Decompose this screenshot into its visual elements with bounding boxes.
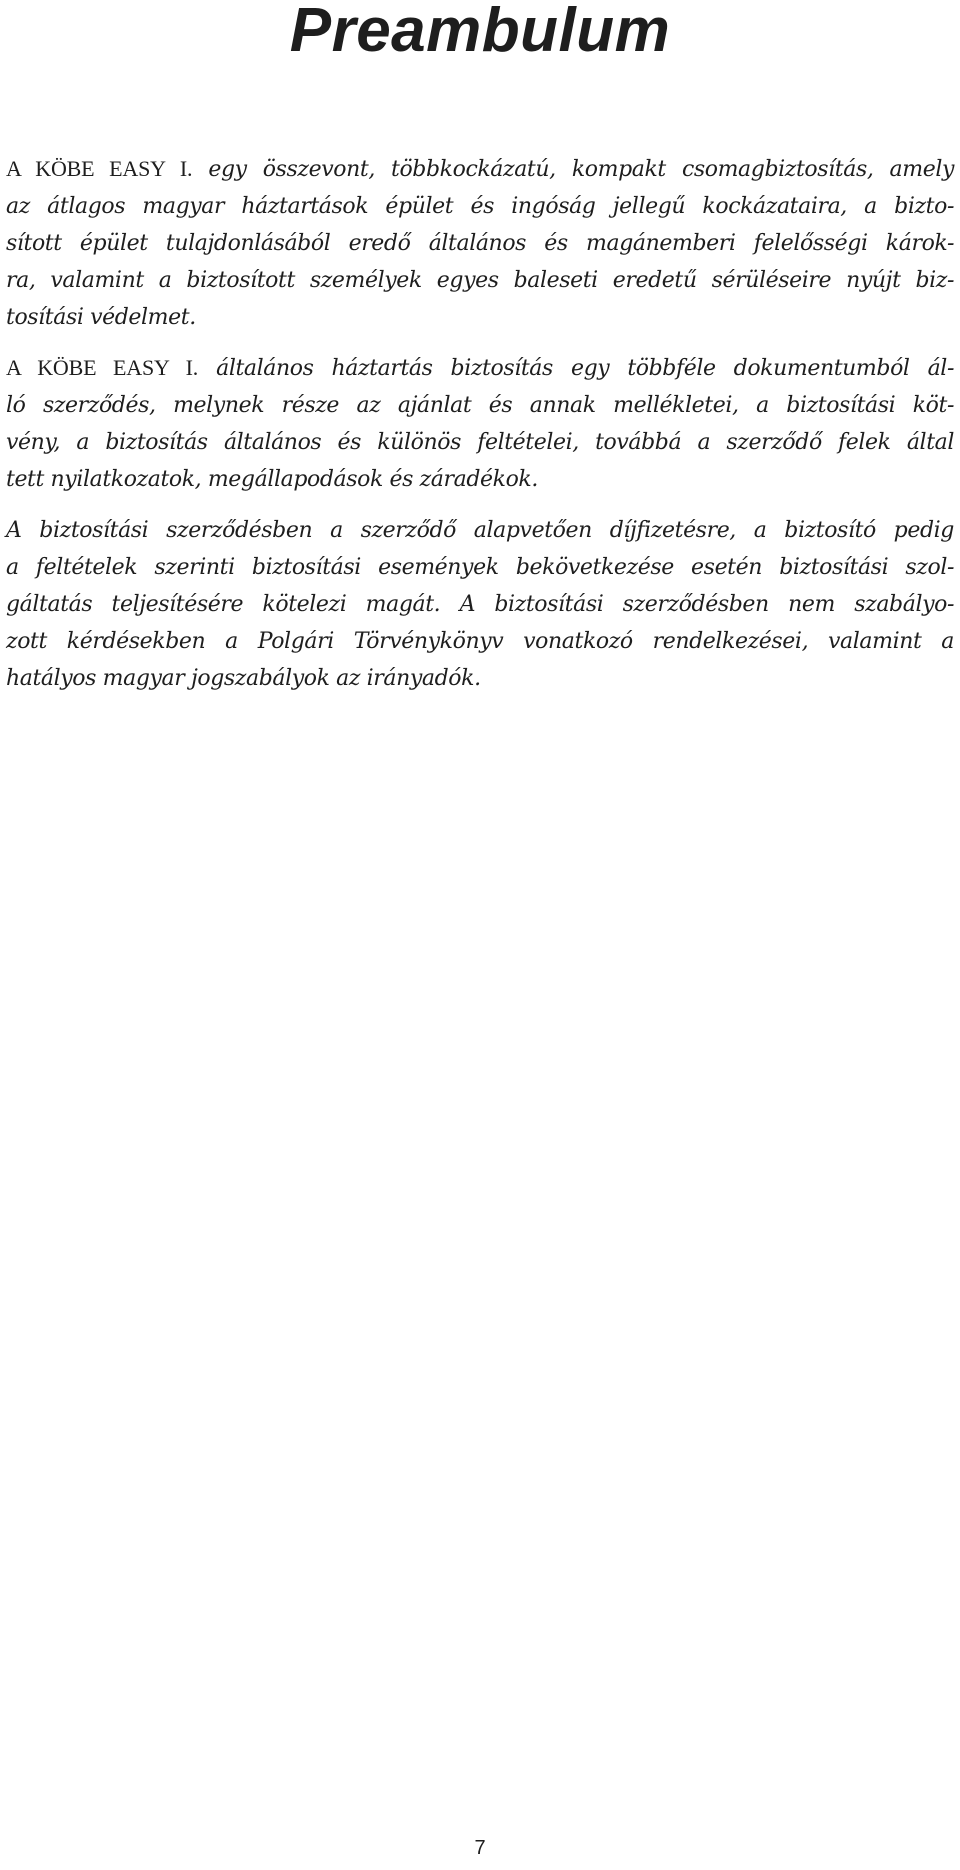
intro-paragraph	[6, 150, 954, 336]
paragraph-line: vény, a biztosítás általános és különös feltételei, továbbá a szerződő felek által	[6, 430, 954, 455]
line-text: általános háztartás biztosítás egy többféle dokumentumból ál-	[198, 356, 954, 381]
paragraph-line: ló szerződés, melynek része az ajánlat és annak mellékletei, a biztosítási köt-	[6, 393, 954, 418]
paragraph-line: sított épület tulajdonlásából eredő általános és magánemberi felelősségi károk-	[6, 231, 954, 256]
paragraph-line: ra, valamint a biztosított személyek egyes baleseti eredetű sérüléseire nyújt biz-	[6, 268, 954, 293]
paragraph-line: tett nyilatkozatok, megállapodások és záradékok.	[6, 467, 538, 492]
product-name: A KÖBE EASY I.	[6, 355, 199, 380]
paragraph-line: zott kérdésekben a Polgári Törvénykönyv vonatkozó rendelkezései, valamint a	[6, 629, 954, 654]
contract-documents-paragraph	[6, 349, 954, 498]
paragraph-line	[6, 150, 954, 188]
paragraph-line: A biztosítási szerződésben a szerződő alapvetően díjfizetésre, a biztosító pedig	[6, 518, 954, 543]
product-name: A KÖBE EASY I.	[6, 156, 193, 181]
paragraph-line: a feltételek szerinti biztosítási események bekövetkezése esetén biztosítási szol-	[6, 555, 954, 580]
paragraph-line: gáltatás teljesítésére kötelezi magát. A biztosítási szerződésben nem szabályo-	[6, 592, 954, 617]
obligations-paragraph	[6, 512, 954, 697]
paragraph-line: az átlagos magyar háztartások épület és ingóság jellegű kockázataira, a bizto-	[6, 194, 954, 219]
paragraph-line: hatályos magyar jogszabályok az irányadók.	[6, 666, 481, 691]
paragraph-line: tosítási védelmet.	[6, 305, 196, 330]
line-text: egy összevont, többkockázatú, kompakt csomagbiztosítás, amely	[192, 157, 954, 182]
page-title: Preambulum	[289, 0, 671, 65]
paragraph-line	[6, 349, 954, 387]
page-number: 7	[474, 1837, 486, 1859]
